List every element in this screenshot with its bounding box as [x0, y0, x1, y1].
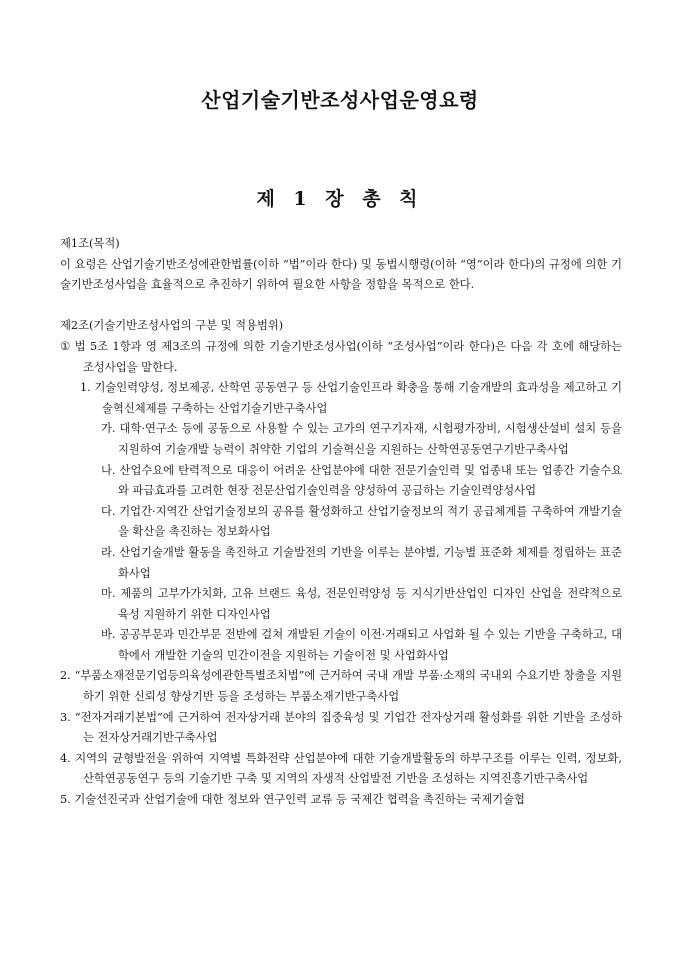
- item-1-marker: 1.: [80, 381, 91, 395]
- subitem-marker: 바.: [101, 628, 116, 642]
- subitem-da: [60, 502, 622, 543]
- item-4: [60, 749, 622, 790]
- subitem-ga: [60, 419, 622, 460]
- item-5-text: 기술선진국과 산업기술에 대한 정보와 연구인력 교류 등 국제간 협력을 촉진하는 국제기술협: [74, 793, 525, 807]
- spacer: [60, 296, 622, 317]
- subitem-marker: 마.: [101, 587, 116, 601]
- item-5-marker: 5.: [60, 793, 71, 807]
- clause-1: [60, 337, 622, 378]
- subitem-text: 기업간·지역간 산업기술정보의 공유를 활성화하고 산업기술정보의 적기 공급체계를 구축하여 개발기술을 확산을 촉진하는 정보화사업: [118, 504, 623, 539]
- item-3-marker: 3.: [60, 710, 71, 724]
- subitem-marker: 가.: [101, 422, 116, 436]
- clause-1-marker: ①: [60, 339, 71, 353]
- item-2: [60, 666, 622, 707]
- subitem-marker: 라.: [101, 545, 116, 559]
- subitem-text: 공공부문과 민간부문 전반에 걸쳐 개발된 기술이 이전·거래되고 사업화 될 수 있는 기반을 구축하고, 대학에서 개발한 기술의 민간이전을 지원하는 기술이전 및 사업화사업: [118, 628, 623, 662]
- item-5: [60, 790, 622, 811]
- chapter-title: 제 1 장 총 칙: [256, 188, 424, 210]
- item-2-marker: 2.: [60, 669, 71, 683]
- article-1-heading: 제1조(목적): [60, 237, 120, 250]
- subitem-marker: 다.: [101, 504, 116, 518]
- article-1-text: 이 요령은 산업기술기반조성에관한법률(이하 “법”이라 한다) 및 동법시행령(이하 “영”이라 한다)의 규정에 의한 기술기반조성사업을 효율적으로 추진하기 위하여 필요한 사항을 정함을 목적으로 한다.: [60, 257, 622, 292]
- item-2-text: “부품소재전문기업등의육성에관한특별조치법”에 근거하여 국내 개발 부품·소재의 국내외 수요기반 창출을 지원하기 위한 신뢰성 향상기반 등을 조성하는 부품소재기반구축사업: [74, 669, 622, 704]
- article-2-heading: 제2조(기술기반조성사업의 구분 및 적용범위): [60, 319, 284, 333]
- item-3: [60, 708, 622, 749]
- subitem-text: 제품의 고부가가치화, 고유 브랜드 육성, 전문인력양성 등 지식기반산업인 디자인 산업을 전략적으로 육성 지원하기 위한 디자인사업: [118, 587, 622, 621]
- subitem-ra: [60, 543, 622, 584]
- subitem-ba: [60, 625, 622, 666]
- subitem-marker: 나.: [101, 463, 116, 477]
- item-3-text: “전자거래기본법”에 근거하여 전자상거래 분야의 집중육성 및 기업간 전자상거래 활성화를 위한 기반을 조성하는 전자상거래기반구축사업: [74, 710, 623, 745]
- subitem-text: 산업수요에 탄력적으로 대응이 어려운 산업분야에 대한 전문기술인력 및 업종내 또는 업종간 기술수요와 파급효과를 고려한 현장 전문산업기술인력을 양성하여 공급하는 기술인력양성사업: [118, 463, 622, 498]
- document-title: 산업기술기반조성사업운영요령: [201, 88, 479, 112]
- clause-1-text: 법 5조 1항과 영 제3조의 규정에 의한 기술기반조성사업(이하 “조성사업”이라 한다)은 다음 각 호에 해당하는 조성사업을 말한다.: [74, 339, 622, 374]
- item-4-text: 지역의 균형발전을 위하여 지역별 특화전략 산업분야에 대한 기술개발활동의 하부구조를 이루는 인력, 정보화, 산학연공동연구 등의 기술기반 구축 및 지역의 자생적 산업발전 기반을 조성하는 지역진흥기반구축사업: [75, 751, 623, 786]
- item-4-marker: 4.: [60, 751, 71, 765]
- subitem-ma: [60, 584, 622, 625]
- item-1-text: 기술인력양성, 정보제공, 산학연 공동연구 등 산업기술인프라 확충을 통해 기술개발의 효과성을 제고하고 기술혁신체제를 구축하는 산업기술기반구축사업: [94, 381, 622, 415]
- document-body: [60, 234, 622, 811]
- subitem-text: 대학·연구소 등에 공동으로 사용할 수 있는 고가의 연구기자재, 시험평가장비, 시험생산설비 설치 등을 지원하여 기술개발 능력이 취약한 기업의 기술혁신을 지원하는 산학연공동연구기반구축사업: [118, 422, 623, 456]
- subitem-text: 산업기술개발 활동을 촉진하고 기술발전의 기반을 이루는 분야별, 기능별 표준화 체제를 정립하는 표준화사업: [118, 545, 622, 580]
- item-1: [60, 378, 622, 419]
- subitem-na: [60, 461, 622, 502]
